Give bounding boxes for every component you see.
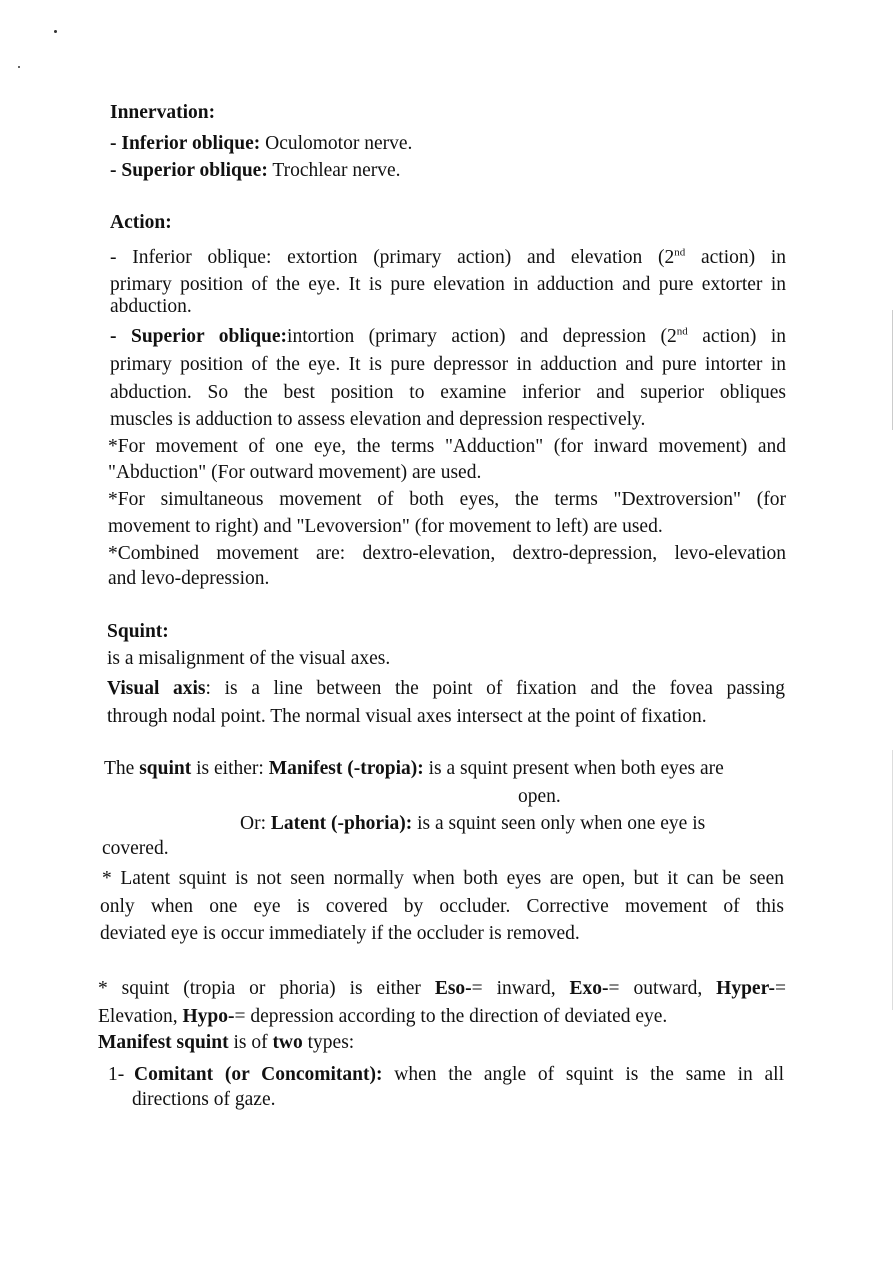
list-item-number: 1- bbox=[108, 1064, 125, 1085]
manifest-text: is a squint present when both eyes are bbox=[423, 758, 724, 779]
list-item-1-line-1 bbox=[134, 1064, 784, 1086]
latent-text: is a squint seen only when one eye is bbox=[412, 813, 706, 834]
inferior-text: Oculomotor nerve. bbox=[265, 133, 413, 154]
latent-line bbox=[240, 813, 705, 835]
inferior-label: - Inferior oblique: bbox=[110, 133, 261, 154]
so-line-2: primary position of the eye. It is pure depressor in adduction and pure intorter in bbox=[110, 354, 786, 375]
so-l1-sup: nd bbox=[676, 325, 688, 338]
latent-note-line-3: deviated eye is occur immediately if the occluder is removed. bbox=[100, 923, 580, 944]
types-two: two bbox=[272, 1032, 303, 1053]
covered-word: covered. bbox=[102, 838, 169, 859]
latent-note-line-1: * Latent squint is not seen normally when both eyes are open, but it can be seen bbox=[102, 868, 784, 889]
item1-text: when the angle of squint is the same in all bbox=[382, 1064, 785, 1085]
either-mid: is either: bbox=[191, 758, 269, 779]
dir-l2b: = depression according to the direction of deviated eye. bbox=[234, 1006, 668, 1027]
types-line bbox=[98, 1032, 354, 1054]
either-pre: The bbox=[104, 758, 140, 779]
latent-label: Latent (-phoria): bbox=[270, 813, 413, 834]
superior-label: - Superior oblique: bbox=[110, 160, 268, 181]
io-l1a: - Inferior oblique: extortion (primary action) and elevation (2 bbox=[110, 247, 675, 268]
squint-heading: Squint: bbox=[107, 621, 169, 642]
io-line-3: abduction. bbox=[110, 296, 192, 317]
io-line-1 bbox=[110, 247, 786, 269]
either-squint: squint bbox=[139, 758, 192, 779]
dir-l2a: Elevation, bbox=[98, 1006, 183, 1027]
types-mid: is of bbox=[228, 1032, 273, 1053]
exo-term: Exo- bbox=[569, 978, 609, 999]
note-2-line-1: *For simultaneous movement of both eyes, the terms "Dextroversion" (for bbox=[108, 489, 786, 510]
hyper-term: Hyper- bbox=[716, 978, 775, 999]
innervation-inferior bbox=[110, 133, 412, 155]
types-label: Manifest squint bbox=[98, 1032, 229, 1053]
note-3-line-2: and levo-depression. bbox=[108, 568, 270, 589]
exo-text: = outward, bbox=[608, 978, 717, 999]
squint-definition: is a misalignment of the visual axes. bbox=[107, 648, 391, 669]
item1-label: Comitant (or Concomitant): bbox=[134, 1064, 383, 1085]
note-2-line-2: movement to right) and "Levoversion" (for movement to left) are used. bbox=[108, 516, 663, 537]
io-l1b: action) in bbox=[685, 247, 786, 268]
superior-text: Trochlear nerve. bbox=[272, 160, 401, 181]
innervation-heading: Innervation: bbox=[110, 102, 216, 123]
types-end: types: bbox=[302, 1032, 355, 1053]
hypo-term: Hypo- bbox=[182, 1006, 235, 1027]
scan-speck bbox=[18, 66, 20, 68]
direction-line-1 bbox=[98, 978, 786, 1000]
visual-axis-line-1 bbox=[107, 678, 785, 700]
innervation-superior bbox=[110, 160, 401, 182]
io-line-2: primary position of the eye. It is pure elevation in adduction and pure extorter in bbox=[110, 274, 786, 295]
eso-term: Eso- bbox=[434, 978, 472, 999]
so-label: - Superior oblique: bbox=[110, 326, 288, 347]
dir-l1a: * squint (tropia or phoria) is either bbox=[98, 978, 435, 999]
or-pre: Or: bbox=[240, 813, 271, 834]
eso-text: = inward, bbox=[471, 978, 570, 999]
hyper-text: = bbox=[775, 978, 786, 999]
so-line-1 bbox=[110, 326, 786, 348]
list-item-1-line-2: directions of gaze. bbox=[132, 1089, 276, 1110]
visual-axis-line-2: through nodal point. The normal visual axes intersect at the point of fixation. bbox=[107, 706, 707, 727]
action-heading: Action: bbox=[110, 212, 172, 233]
direction-line-2 bbox=[98, 1006, 667, 1028]
visual-axis-text: : is a line between the point of fixation and the fovea passing bbox=[205, 678, 786, 699]
note-1-line-2: "Abduction" (For outward movement) are used. bbox=[108, 462, 482, 483]
latent-note-line-2: only when one eye is covered by occluder. Corrective movement of this bbox=[100, 896, 784, 917]
open-word: open. bbox=[518, 786, 561, 807]
io-l1-sup: nd bbox=[674, 246, 686, 259]
so-l1a: intortion (primary action) and depression (2 bbox=[287, 326, 677, 347]
so-l1b: action) in bbox=[687, 326, 786, 347]
visual-axis-label: Visual axis bbox=[107, 678, 206, 699]
scan-speck bbox=[54, 30, 57, 33]
so-line-3: abduction. So the best position to examine inferior and superior obliques bbox=[110, 382, 786, 403]
squint-either-line bbox=[104, 758, 724, 780]
manifest-label: Manifest (-tropia): bbox=[268, 758, 424, 779]
note-3-line-1: *Combined movement are: dextro-elevation, dextro-depression, levo-elevation bbox=[108, 543, 786, 564]
so-line-4: muscles is adduction to assess elevation and depression respectively. bbox=[110, 409, 646, 430]
note-1-line-1: *For movement of one eye, the terms "Adduction" (for inward movement) and bbox=[108, 436, 786, 457]
